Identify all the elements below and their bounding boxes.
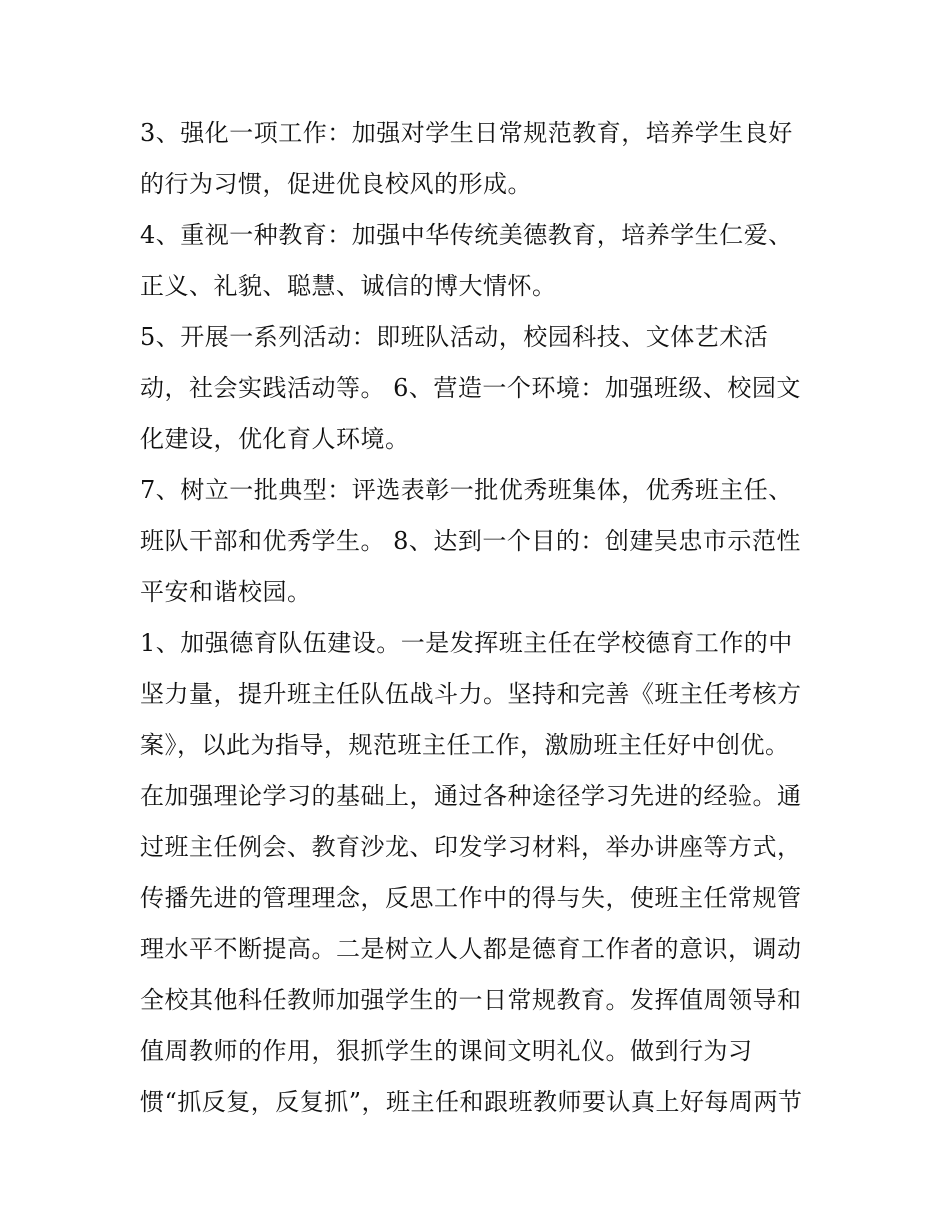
text-line: 值周教师的作用，狠抓学生的课间文明礼仪。做到行为习 bbox=[140, 1037, 753, 1065]
text-line: 平安和谐校园。 bbox=[140, 578, 312, 606]
text-line: 理水平不断提高。二是树立人人都是德育工作者的意识，调动 bbox=[140, 935, 802, 963]
text-line: 化建设，优化育人环境。 bbox=[140, 425, 410, 453]
text-line: 在加强理论学习的基础上，通过各种途径学习先进的经验。通 bbox=[140, 782, 802, 810]
text-line: 3、强化一项工作：加强对学生日常规范教育，培养学生良好 bbox=[140, 119, 793, 147]
text-line: 7、树立一批典型：评选表彰一批优秀班集体，优秀班主任、 bbox=[140, 476, 793, 504]
text-line: 1、加强德育队伍建设。一是发挥班主任在学校德育工作的中 bbox=[140, 629, 793, 657]
text-line: 惯“抓反复，反复抓”，班主任和跟班教师要认真上好每周两节 bbox=[140, 1088, 803, 1116]
text-line: 的行为习惯，促进优良校风的形成。 bbox=[140, 170, 532, 198]
body-text bbox=[140, 108, 830, 1128]
text-line: 案》，以此为指导，规范班主任工作，激励班主任好中创优。 bbox=[140, 731, 790, 759]
text-line: 坚力量，提升班主任队伍战斗力。坚持和完善《班主任考核方 bbox=[140, 680, 802, 708]
text-line: 4、重视一种教育：加强中华传统美德教育，培养学生仁爱、 bbox=[140, 221, 793, 249]
text-line: 传播先进的管理理念，反思工作中的得与失，使班主任常规管 bbox=[140, 884, 802, 912]
text-line: 正义、礼貌、聪慧、诚信的博大情怀。 bbox=[140, 272, 557, 300]
text-line: 过班主任例会、教育沙龙、印发学习材料，举办讲座等方式， bbox=[140, 833, 802, 861]
text-line: 5、开展一系列活动：即班队活动，校园科技、文体艺术活 bbox=[140, 323, 769, 351]
text-line: 全校其他科任教师加强学生的一日常规教育。发挥值周领导和 bbox=[140, 986, 802, 1014]
text-line: 动，社会实践活动等。 6、营造一个环境：加强班级、校园文 bbox=[140, 374, 801, 402]
text-line: 班队干部和优秀学生。 8、达到一个目的：创建吴忠市示范性 bbox=[140, 527, 801, 555]
